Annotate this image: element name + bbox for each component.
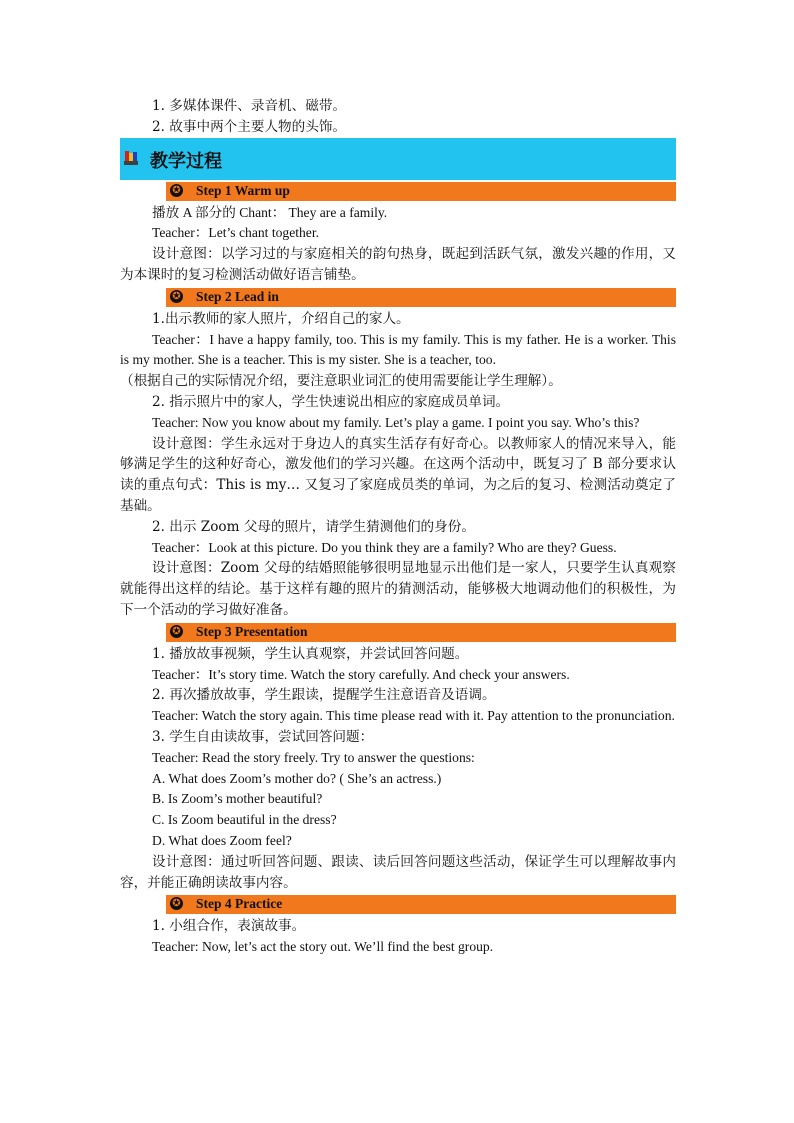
- warmup-line-1: 播放 A 部分的 Chant： They are a family.: [152, 204, 388, 220]
- presentation-item-2: 2. 再次播放故事，学生跟读，提醒学生注意语音及语调。: [152, 687, 496, 704]
- step-3-title: Step 3 Presentation: [196, 623, 308, 639]
- leadin-intent: 设计意图：学生永远对于身边人的真实生活存有好奇心。以教师家人的情况来导入，能够满足学生的这种好奇心，激发他们的学习兴趣。在这两个活动中，既复习了 B 部分要求认读的重点句式：This is my… 又复习了家庭成员类的单词，为之后的复习、检测活动奠定了基础。: [120, 435, 676, 514]
- step-3-header: [166, 623, 676, 642]
- leadin-teacher-1: Teacher：I have a happy family, too. This is my family. This is my father. He is a worker. This is my mother. She is a teacher. This is my sister. She is a teacher, too.: [120, 331, 676, 368]
- question-a: A. What does Zoom’s mother do? ( She’s an actress.): [152, 770, 442, 786]
- leadin-teacher-2: Teacher: Now you know about my family. Let’s play a game. I point you say. Who’s this?: [152, 414, 640, 430]
- leadin-item-1: 1.出示教师的家人照片，介绍自己的家人。: [152, 310, 410, 327]
- step-4-header: [166, 895, 676, 914]
- material-item-1: 1. 多媒体课件、录音机、磁带。: [152, 98, 347, 114]
- practice-item-1: 1. 小组合作，表演故事。: [152, 918, 306, 935]
- step-1-header: [166, 182, 676, 201]
- step-2-title: Step 2 Lead in: [196, 288, 279, 304]
- presentation-teacher-3: Teacher: Read the story freely. Try to answer the questions:: [152, 749, 475, 765]
- presentation-item-1: 1. 播放故事视频，学生认真观察，并尝试回答问题。: [152, 645, 469, 662]
- warmup-line-2: Teacher：Let’s chant together.: [152, 225, 320, 241]
- step-1-title: Step 1 Warm up: [196, 182, 290, 198]
- question-b: B. Is Zoom’s mother beautiful?: [152, 791, 323, 807]
- presentation-item-3: 3. 学生自由读故事，尝试回答问题：: [152, 728, 374, 745]
- leadin-intent-2: 设计意图：Zoom 父母的结婚照能够很明显地显示出他们是一家人，只要学生认真观察就能得出这样的结论。基于这样有趣的照片的猜测活动，能够极大地调动他们的积极性，为下一个活动的学习做好准备。: [120, 560, 676, 618]
- presentation-teacher-1: Teacher：It’s story time. Watch the story carefully. And check your answers.: [152, 666, 570, 682]
- step-4-title: Step 4 Practice: [196, 896, 283, 912]
- star-icon: ✪: [170, 184, 183, 197]
- book-stack-icon: [124, 150, 138, 166]
- presentation-intent: 设计意图：通过听回答问题、跟读、读后回答问题这些活动，保证学生可以理解故事内容，并能正确朗读故事内容。: [120, 853, 676, 891]
- section-title: 教学过程: [150, 150, 222, 172]
- step-2-header: [166, 288, 676, 307]
- question-c: C. Is Zoom beautiful in the dress?: [152, 812, 337, 828]
- document-body: [120, 96, 676, 958]
- star-icon: ✪: [170, 625, 183, 638]
- leadin-item-3: 2. 出示 Zoom 父母的照片，请学生猜测他们的身份。: [152, 518, 475, 535]
- leadin-item-2: 2. 指示照片中的家人，学生快速说出相应的家庭成员单词。: [152, 393, 510, 410]
- leadin-note: （根据自己的实际情况介绍，要注意职业词汇的使用需要能让学生理解）。: [120, 373, 562, 390]
- star-icon: ✪: [170, 897, 183, 910]
- section-banner: [120, 138, 676, 180]
- practice-teacher-1: Teacher: Now, let’s act the story out. We’ll find the best group.: [152, 939, 494, 955]
- presentation-teacher-2: Teacher: Watch the story again. This time please read with it. Pay attention to the pronunciation.: [152, 708, 675, 724]
- material-item-2: 2. 故事中两个主要人物的头饰。: [152, 118, 347, 135]
- warmup-intent: 设计意图：以学习过的与家庭相关的韵句热身，既起到活跃气氛，激发兴趣的作用，又为本课时的复习检测活动做好语言铺垫。: [120, 246, 676, 283]
- question-d: D. What does Zoom feel?: [152, 832, 292, 848]
- star-icon: ✪: [170, 290, 183, 303]
- leadin-teacher-3: Teacher：Look at this picture. Do you think they are a family? Who are they? Guess.: [152, 539, 617, 555]
